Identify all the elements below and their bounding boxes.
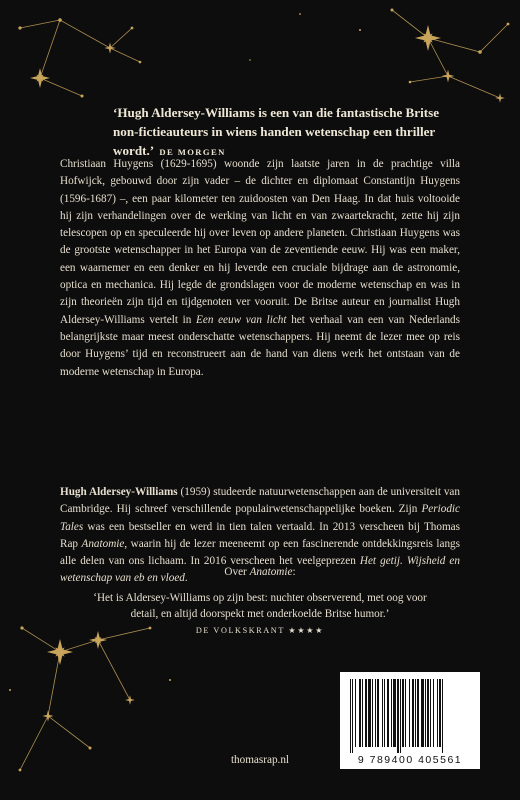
barcode-bar <box>382 679 383 747</box>
barcode-bar <box>350 679 351 753</box>
barcode-bar <box>352 679 353 753</box>
paragraph-text: . <box>184 572 188 585</box>
barcode-bar <box>372 679 373 747</box>
barcode-bar <box>409 679 410 747</box>
quote-source: DE MORGEN <box>159 147 226 157</box>
paragraph-text: Christiaan Huygens (1629-1695) woonde zijn laatste jaren in de prachtige villa Hofwijck, gebouwd door zijn vader – de dichter en diplomaat Constantijn Huygens (1596-1687) –, een paar kilometer ten zuidoosten van Den Haag. In dat huis voltooide hij zijn verhandelingen over de werking van licht en van zwaartekracht, zette hij zijn telescopen op en speculeerde hij over leven op andere planeten. Christiaan Huygens was de grootste wetenschapper in het Europa van de zeventiende eeuw. Hij was een maker, een waarnemer en een denker en hij leverde een cruciale bijdrage aan de astronomie, optica en mechanica. Hij legde de grondslagen voor de moderne wetenschap en was in zijn theorieën zijn tijd en tijdgenoten ver vooruit. De Britse auteur en journalist Hugh Aldersey-Williams vertelt in <box>60 158 460 326</box>
barcode-bar <box>393 679 396 747</box>
quote-text: ‘Hugh Aldersey-Williams is een van die fantastische Britse non-fictieauteurs in wiens handen wetenschap een thriller wordt.’ <box>113 105 440 158</box>
book-title: Anatomie <box>81 537 125 550</box>
barcode-bar <box>439 679 441 747</box>
barcode-bar <box>362 679 363 747</box>
barcode-bar <box>430 679 431 747</box>
barcode-bar <box>387 679 389 747</box>
barcode-bar <box>397 679 399 753</box>
review-quote-bottom <box>90 591 430 639</box>
barcode-bar <box>375 679 376 747</box>
author-name: Hugh Aldersey-Williams <box>60 486 178 498</box>
paragraph-text: was een bestseller en werd in tien talen vertaald. In 2013 verscheen bij Thomas Rap <box>60 520 460 550</box>
over-anatomie-label <box>0 566 520 578</box>
description-paragraph <box>60 156 460 381</box>
barcode-bars <box>348 679 472 753</box>
barcode-bar <box>417 679 419 747</box>
barcode-bar <box>442 679 443 753</box>
barcode-bar <box>400 679 401 753</box>
paragraph-text: , waarin hij de lezer meeneemt op een fascinerende ontdekkingsreis langs alle delen van ons lichaam. In 2016 verscheen het veelgeprezen <box>60 537 460 568</box>
paragraph-text: het verhaal van een van Nederlands belangrijkste maar meest onderschatte wetenschappers. Hij neemt de lezer mee op reis door Huygens’ tijd en reconstrueert aan de hand van diens werk het ontstaan van de moderne wetenschap in Europa. <box>60 313 460 378</box>
barcode-bar <box>355 679 356 747</box>
book-title: Het getij. Wijsheid en wetenschap van eb en vloed <box>60 555 460 585</box>
quote-source: DE VOLKSKRANT ★★★★ <box>195 626 325 635</box>
book-title: Anatomie <box>249 566 293 578</box>
publisher-url: thomasrap.nl <box>230 754 290 766</box>
barcode-bar <box>437 679 438 747</box>
label-text: : <box>292 566 296 578</box>
barcode-bar <box>368 679 371 747</box>
barcode-bar <box>427 679 429 747</box>
quote-text: ‘Het is Aldersey-Williams op zijn best: nuchter observerend, met oog voor detail, en altijd doorspekt met onderkoelde Britse humor.’ <box>93 592 427 620</box>
barcode-bar <box>433 679 434 747</box>
paragraph-text: (1959) studeerde natuurwetenschappen aan de universiteit van Cambridge. Hij schreef verschillende populairwetenschappelijke boeken. Zijn <box>60 486 460 516</box>
book-title: Periodic Tales <box>60 503 460 533</box>
barcode-bar <box>391 679 392 747</box>
book-title: Een eeuw van licht <box>196 313 287 326</box>
barcode-bar <box>421 679 424 747</box>
barcode-bar <box>402 679 404 747</box>
review-quote-top <box>113 103 458 162</box>
barcode-bar <box>425 679 426 747</box>
barcode-bar <box>412 679 414 747</box>
barcode-number: 9 789400 405561 <box>357 754 463 766</box>
barcode-bar <box>359 679 361 747</box>
barcode-bar <box>415 679 416 747</box>
barcode-bar <box>377 679 379 747</box>
label-text: Over <box>224 566 250 578</box>
barcode-bar <box>384 679 385 747</box>
barcode-bar <box>405 679 406 747</box>
barcode-bar <box>365 679 367 747</box>
